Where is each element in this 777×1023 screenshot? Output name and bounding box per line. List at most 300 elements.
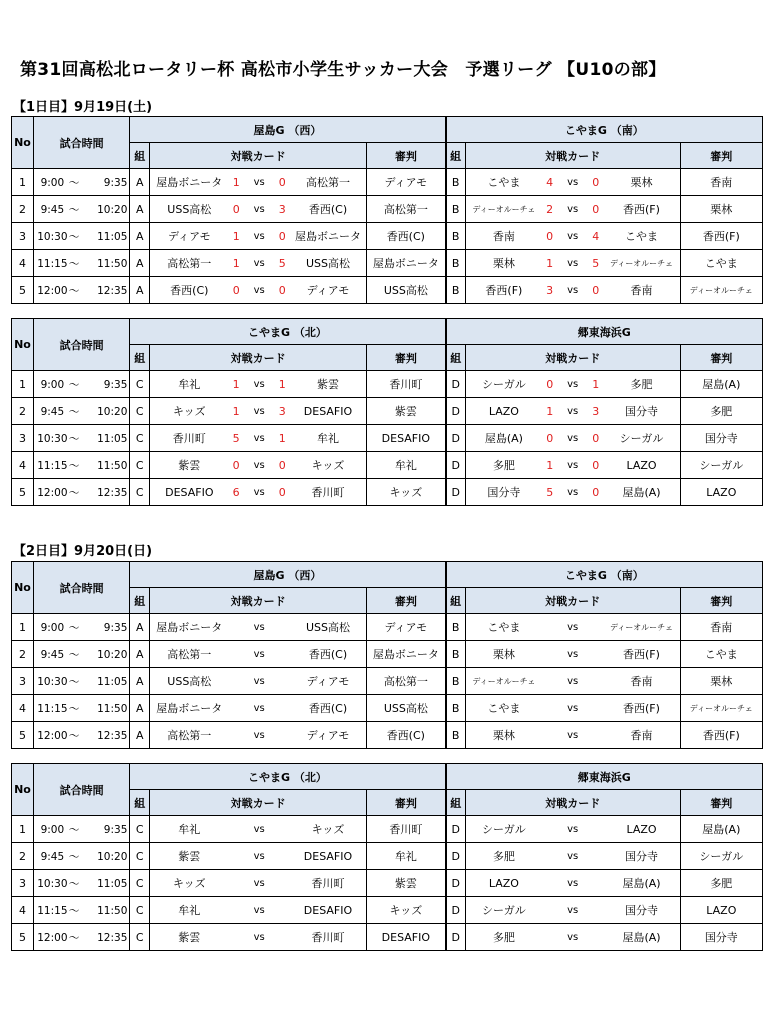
schedule-table (11, 116, 763, 304)
away-team: 屋島(A) (603, 479, 680, 506)
home-score: 0 (229, 196, 244, 223)
away-team: シーガル (603, 425, 680, 452)
group: D (446, 843, 466, 870)
match-no: 1 (12, 169, 34, 196)
home-score (542, 924, 557, 951)
away-score (275, 641, 290, 668)
no-header: No (12, 117, 34, 169)
away-score (275, 695, 290, 722)
home-score: 1 (229, 169, 244, 196)
match-time: 9:45 ～ 10:20 (33, 196, 129, 223)
home-score: 1 (229, 250, 244, 277)
vs-label: vs (557, 722, 588, 749)
away-score (275, 722, 290, 749)
referee: こやま (680, 250, 762, 277)
vs-label: vs (557, 641, 588, 668)
home-score (229, 924, 244, 951)
away-score: 5 (275, 250, 290, 277)
away-team: 牟礼 (290, 425, 367, 452)
home-score (229, 816, 244, 843)
vs-label: vs (557, 223, 588, 250)
referee: 高松第一 (367, 196, 446, 223)
referee: キッズ (367, 897, 446, 924)
match-time: 12:00～ 12:35 (33, 479, 129, 506)
home-score: 1 (542, 250, 557, 277)
away-team: 屋島ボニータ (290, 223, 367, 250)
referee-header: 審判 (680, 588, 762, 614)
home-score (542, 722, 557, 749)
referee: 屋島(A) (680, 371, 762, 398)
home-team: USS高松 (150, 196, 229, 223)
away-score (275, 614, 290, 641)
away-team: USS高松 (290, 250, 367, 277)
referee-header: 審判 (367, 588, 446, 614)
home-score (229, 614, 244, 641)
referee: ディーオルーチェ (680, 695, 762, 722)
away-score: 0 (275, 452, 290, 479)
group: D (446, 452, 466, 479)
referee: 香川町 (367, 371, 446, 398)
away-team: LAZO (603, 816, 680, 843)
referee-header: 審判 (680, 143, 762, 169)
card-header: 対戦カード (465, 588, 680, 614)
match-no: 5 (12, 277, 34, 304)
away-team: 紫雲 (290, 371, 367, 398)
group: A (130, 722, 150, 749)
time-header: 試合時間 (33, 319, 129, 371)
home-team: 多肥 (465, 843, 542, 870)
home-score (542, 816, 557, 843)
away-team: 香西(F) (603, 196, 680, 223)
vs-label: vs (244, 641, 275, 668)
vs-label: vs (244, 169, 275, 196)
home-team: 国分寺 (465, 479, 542, 506)
match-no: 1 (12, 614, 34, 641)
away-team: DESAFIO (290, 843, 367, 870)
home-score (542, 695, 557, 722)
referee: 香川町 (367, 816, 446, 843)
home-team: シーガル (465, 371, 542, 398)
time-header: 試合時間 (33, 117, 129, 169)
group: B (446, 695, 466, 722)
group: A (130, 277, 150, 304)
away-team: キッズ (290, 816, 367, 843)
referee: 紫雲 (367, 398, 446, 425)
vs-label: vs (244, 223, 275, 250)
home-team: 香南 (465, 223, 542, 250)
home-team: 紫雲 (150, 924, 229, 951)
home-score (229, 641, 244, 668)
referee: USS高松 (367, 695, 446, 722)
home-team: 栗林 (465, 722, 542, 749)
away-score: 0 (588, 425, 603, 452)
vs-label: vs (557, 277, 588, 304)
away-score (275, 843, 290, 870)
vs-label: vs (557, 196, 588, 223)
vs-label: vs (557, 870, 588, 897)
away-score: 0 (588, 452, 603, 479)
referee: 香南 (680, 169, 762, 196)
referee-header: 審判 (367, 790, 446, 816)
referee: DESAFIO (367, 425, 446, 452)
home-team: こやま (465, 695, 542, 722)
away-score: 1 (275, 371, 290, 398)
vs-label: vs (557, 843, 588, 870)
group: A (130, 695, 150, 722)
match-no: 5 (12, 924, 34, 951)
vs-label: vs (244, 425, 275, 452)
day1-label: 【1日目】9月19日(土) (13, 100, 153, 115)
match-no: 3 (12, 870, 34, 897)
home-score (542, 668, 557, 695)
away-score: 3 (275, 398, 290, 425)
group: B (446, 277, 466, 304)
away-score: 0 (275, 169, 290, 196)
referee: こやま (680, 641, 762, 668)
home-score (229, 695, 244, 722)
away-score: 0 (588, 169, 603, 196)
home-team: 香西(C) (150, 277, 229, 304)
away-score: 0 (275, 277, 290, 304)
match-time: 10:30～ 11:05 (33, 668, 129, 695)
group-header: 組 (446, 345, 466, 371)
away-score: 0 (275, 223, 290, 250)
match-row (12, 843, 763, 870)
group: D (446, 870, 466, 897)
home-team: 香川町 (150, 425, 229, 452)
vs-label: vs (557, 695, 588, 722)
match-time: 10:30～ 11:05 (33, 425, 129, 452)
away-team: 香川町 (290, 924, 367, 951)
away-score (588, 843, 603, 870)
away-team: こやま (603, 223, 680, 250)
referee: シーガル (680, 452, 762, 479)
match-row (12, 425, 763, 452)
match-time: 9:45 ～ 10:20 (33, 843, 129, 870)
match-time: 11:15～ 11:50 (33, 897, 129, 924)
group-header: 組 (446, 588, 466, 614)
vs-label: vs (244, 398, 275, 425)
match-row (12, 695, 763, 722)
away-score (588, 924, 603, 951)
group: A (130, 614, 150, 641)
home-team: 屋島ボニータ (150, 614, 229, 641)
away-team: 国分寺 (603, 897, 680, 924)
group-header: 組 (130, 790, 150, 816)
referee: 香南 (680, 614, 762, 641)
home-team: 多肥 (465, 452, 542, 479)
away-score (588, 816, 603, 843)
right-venue: こやまG （南） (446, 117, 763, 143)
vs-label: vs (557, 897, 588, 924)
away-score: 5 (588, 250, 603, 277)
group: D (446, 816, 466, 843)
card-header: 対戦カード (150, 588, 367, 614)
card-header: 対戦カード (465, 790, 680, 816)
away-score (275, 897, 290, 924)
match-time: 12:00～ 12:35 (33, 722, 129, 749)
referee-header: 審判 (680, 345, 762, 371)
group: C (130, 816, 150, 843)
home-score (229, 722, 244, 749)
home-team: シーガル (465, 897, 542, 924)
group: B (446, 614, 466, 641)
right-venue: 郷東海浜G (446, 319, 763, 345)
group: D (446, 924, 466, 951)
home-score: 0 (229, 452, 244, 479)
match-no: 3 (12, 668, 34, 695)
home-team: 紫雲 (150, 843, 229, 870)
away-team: 香西(F) (603, 641, 680, 668)
referee: LAZO (680, 479, 762, 506)
group: B (446, 641, 466, 668)
home-score: 1 (229, 371, 244, 398)
away-team: 多肥 (603, 371, 680, 398)
away-team: 香川町 (290, 479, 367, 506)
match-no: 5 (12, 479, 34, 506)
referee: 紫雲 (367, 870, 446, 897)
home-team: ディーオルーチェ (465, 196, 542, 223)
away-score: 0 (588, 196, 603, 223)
no-header: No (12, 319, 34, 371)
away-team: ディアモ (290, 668, 367, 695)
referee: シーガル (680, 843, 762, 870)
match-time: 12:00～ 12:35 (33, 924, 129, 951)
referee: DESAFIO (367, 924, 446, 951)
referee: ディアモ (367, 169, 446, 196)
vs-label: vs (244, 371, 275, 398)
vs-label: vs (557, 371, 588, 398)
referee: 高松第一 (367, 668, 446, 695)
home-team: キッズ (150, 398, 229, 425)
match-row (12, 277, 763, 304)
card-header: 対戦カード (150, 790, 367, 816)
referee: キッズ (367, 479, 446, 506)
home-team: ディーオルーチェ (465, 668, 542, 695)
away-team: LAZO (603, 452, 680, 479)
group: B (446, 223, 466, 250)
match-no: 2 (12, 641, 34, 668)
away-score: 0 (588, 277, 603, 304)
away-team: 栗林 (603, 169, 680, 196)
away-score: 4 (588, 223, 603, 250)
home-team: DESAFIO (150, 479, 229, 506)
away-score: 0 (275, 479, 290, 506)
home-score: 1 (229, 223, 244, 250)
away-team: 香南 (603, 277, 680, 304)
match-time: 9:00 ～ 9:35 (33, 816, 129, 843)
vs-label: vs (244, 897, 275, 924)
referee: 栗林 (680, 668, 762, 695)
home-score: 1 (542, 398, 557, 425)
match-time: 9:00 ～ 9:35 (33, 614, 129, 641)
group: B (446, 169, 466, 196)
no-header: No (12, 764, 34, 816)
referee: 香西(C) (367, 223, 446, 250)
away-score: 3 (275, 196, 290, 223)
referee: 香西(C) (367, 722, 446, 749)
away-score: 3 (588, 398, 603, 425)
home-team: キッズ (150, 870, 229, 897)
vs-label: vs (244, 479, 275, 506)
match-no: 1 (12, 371, 34, 398)
away-score (588, 897, 603, 924)
time-header: 試合時間 (33, 764, 129, 816)
match-no: 3 (12, 223, 34, 250)
home-score: 0 (542, 371, 557, 398)
group: C (130, 924, 150, 951)
match-row (12, 816, 763, 843)
match-time: 12:00～ 12:35 (33, 277, 129, 304)
card-header: 対戦カード (150, 143, 367, 169)
home-score: 1 (542, 452, 557, 479)
group: B (446, 196, 466, 223)
group: A (130, 169, 150, 196)
referee: 屋島(A) (680, 816, 762, 843)
group-header: 組 (130, 143, 150, 169)
home-team: 牟礼 (150, 371, 229, 398)
match-no: 2 (12, 843, 34, 870)
match-row (12, 398, 763, 425)
vs-label: vs (557, 169, 588, 196)
referee-header: 審判 (680, 790, 762, 816)
away-team: ディーオルーチェ (603, 614, 680, 641)
match-row (12, 169, 763, 196)
away-score (588, 641, 603, 668)
home-score: 0 (542, 223, 557, 250)
match-time: 11:15～ 11:50 (33, 695, 129, 722)
match-time: 10:30～ 11:05 (33, 870, 129, 897)
referee: 香西(F) (680, 223, 762, 250)
left-venue: こやまG （北） (130, 319, 446, 345)
home-score (542, 641, 557, 668)
away-team: 香川町 (290, 870, 367, 897)
home-team: 高松第一 (150, 250, 229, 277)
home-score: 5 (229, 425, 244, 452)
away-score: 1 (275, 425, 290, 452)
referee: 国分寺 (680, 425, 762, 452)
group: A (130, 641, 150, 668)
vs-label: vs (244, 452, 275, 479)
vs-label: vs (244, 816, 275, 843)
group-header: 組 (130, 345, 150, 371)
vs-label: vs (244, 924, 275, 951)
match-row (12, 924, 763, 951)
away-team: 国分寺 (603, 398, 680, 425)
referee-header: 審判 (367, 143, 446, 169)
day2-label: 【2日目】9月20日(日) (13, 544, 153, 559)
away-score (588, 668, 603, 695)
referee: 牟礼 (367, 452, 446, 479)
vs-label: vs (557, 668, 588, 695)
vs-label: vs (244, 870, 275, 897)
home-score: 3 (542, 277, 557, 304)
home-team: 高松第一 (150, 722, 229, 749)
home-team: こやま (465, 169, 542, 196)
match-time: 10:30～ 11:05 (33, 223, 129, 250)
away-score (588, 695, 603, 722)
home-score (542, 614, 557, 641)
away-team: ディアモ (290, 722, 367, 749)
group: A (130, 223, 150, 250)
home-team: LAZO (465, 870, 542, 897)
group: D (446, 398, 466, 425)
right-venue: 郷東海浜G (446, 764, 763, 790)
match-no: 4 (12, 695, 34, 722)
home-team: USS高松 (150, 668, 229, 695)
right-venue: こやまG （南） (446, 562, 763, 588)
match-row (12, 668, 763, 695)
match-no: 5 (12, 722, 34, 749)
away-score (275, 816, 290, 843)
card-header: 対戦カード (150, 345, 367, 371)
home-team: 紫雲 (150, 452, 229, 479)
referee: LAZO (680, 897, 762, 924)
match-row (12, 196, 763, 223)
away-score: 1 (588, 371, 603, 398)
vs-label: vs (557, 816, 588, 843)
match-time: 9:00 ～ 9:35 (33, 371, 129, 398)
away-team: 香西(F) (603, 695, 680, 722)
referee: 栗林 (680, 196, 762, 223)
match-time: 11:15～ 11:50 (33, 452, 129, 479)
vs-label: vs (557, 398, 588, 425)
referee: ディーオルーチェ (680, 277, 762, 304)
vs-label: vs (557, 924, 588, 951)
card-header: 対戦カード (465, 345, 680, 371)
vs-label: vs (244, 614, 275, 641)
referee-header: 審判 (367, 345, 446, 371)
match-row (12, 452, 763, 479)
away-score (275, 924, 290, 951)
home-score: 6 (229, 479, 244, 506)
away-team: ディーオルーチェ (603, 250, 680, 277)
home-score: 2 (542, 196, 557, 223)
away-team: 屋島(A) (603, 870, 680, 897)
group: A (130, 250, 150, 277)
away-team: 香西(C) (290, 641, 367, 668)
match-no: 4 (12, 250, 34, 277)
match-time: 9:00 ～ 9:35 (33, 169, 129, 196)
referee: 多肥 (680, 398, 762, 425)
home-score (542, 897, 557, 924)
home-team: 屋島ボニータ (150, 169, 229, 196)
group: D (446, 897, 466, 924)
referee: USS高松 (367, 277, 446, 304)
vs-label: vs (557, 479, 588, 506)
vs-label: vs (557, 452, 588, 479)
home-score (229, 897, 244, 924)
group: B (446, 722, 466, 749)
vs-label: vs (244, 668, 275, 695)
away-team: 屋島(A) (603, 924, 680, 951)
group: A (130, 196, 150, 223)
vs-label: vs (244, 277, 275, 304)
referee: 屋島ボニータ (367, 250, 446, 277)
group: C (130, 371, 150, 398)
away-score (588, 614, 603, 641)
group: C (130, 398, 150, 425)
time-header: 試合時間 (33, 562, 129, 614)
match-row (12, 479, 763, 506)
left-venue: 屋島G （西） (130, 562, 446, 588)
match-no: 2 (12, 196, 34, 223)
home-score: 1 (229, 398, 244, 425)
away-team: ディアモ (290, 277, 367, 304)
group: C (130, 843, 150, 870)
home-team: 香西(F) (465, 277, 542, 304)
home-team: 栗林 (465, 641, 542, 668)
